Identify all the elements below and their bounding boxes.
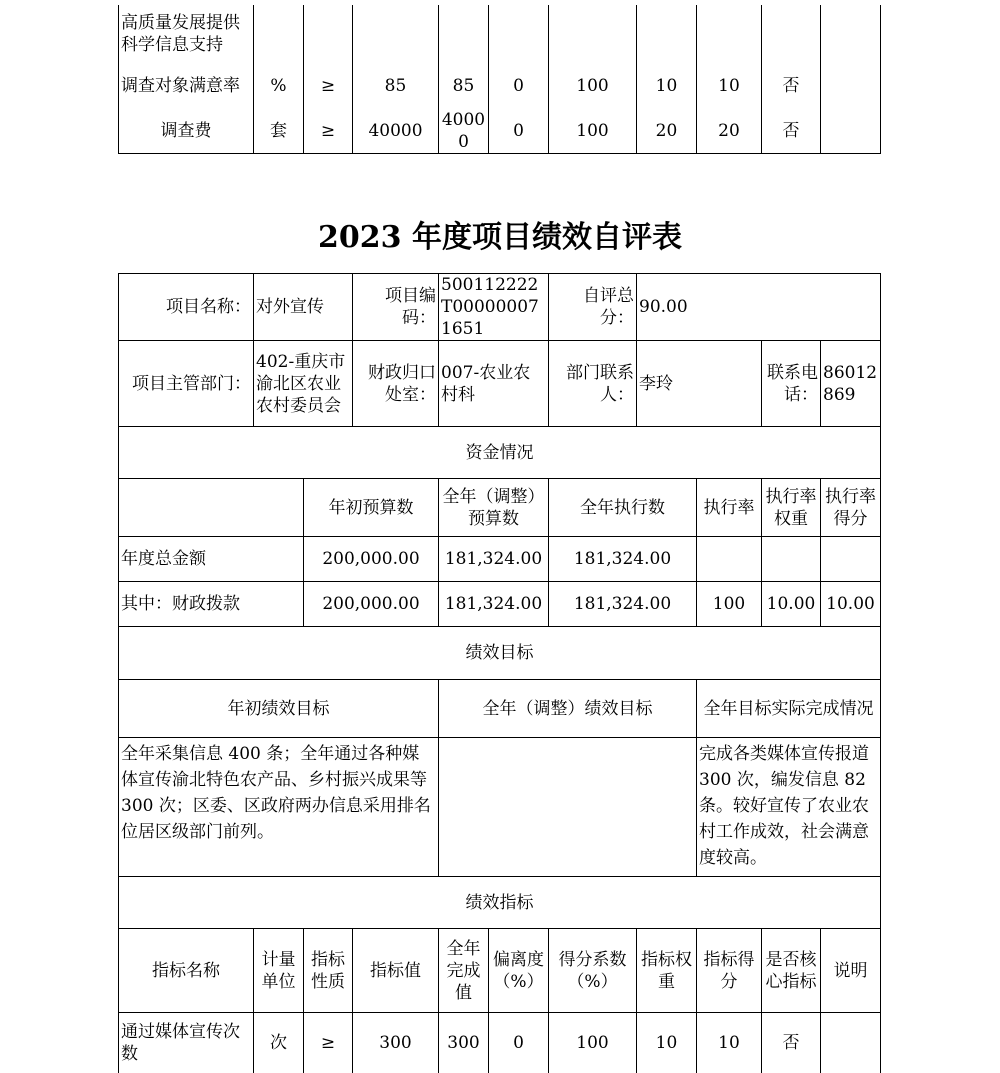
ind-header-done: 全年完成值 <box>439 929 489 1013</box>
funds-total-label: 年度总金额 <box>119 537 304 582</box>
project-code-value: 500112222T000000071651 <box>439 274 549 341</box>
indicator-score: 10 <box>697 1013 762 1073</box>
indicator-name: 通过媒体宣传次数 <box>119 1013 254 1073</box>
finance-label: 财政归口处室： <box>353 341 439 427</box>
funds-fiscal-adjusted: 181,324.00 <box>439 582 549 627</box>
indicator-core: 否 <box>762 1013 821 1073</box>
evaluation-table <box>118 273 881 1073</box>
indicator-nature: ≥ <box>304 109 353 154</box>
indicators-section-title: 绩效指标 <box>119 877 881 929</box>
funds-total-rate <box>697 537 762 582</box>
indicator-nature: ≥ <box>304 1013 353 1073</box>
indicator-coefficient: 100 <box>549 62 637 109</box>
ind-header-nature: 指标性质 <box>304 929 353 1013</box>
table-row <box>119 62 881 109</box>
ind-header-core: 是否核心指标 <box>762 929 821 1013</box>
ind-header-unit: 计量单位 <box>254 929 304 1013</box>
indicators-header-row <box>119 929 881 1013</box>
project-name-label: 项目名称： <box>119 274 254 341</box>
funds-total-initial: 200,000.00 <box>304 537 439 582</box>
dept-value: 402-重庆市渝北区农业农村委员会 <box>254 341 353 427</box>
funds-header-weight: 执行率权重 <box>762 479 821 537</box>
funds-total-weight <box>762 537 821 582</box>
ind-header-name: 指标名称 <box>119 929 254 1013</box>
indicator-deviation: 0 <box>489 1013 549 1073</box>
table-row <box>119 109 881 154</box>
indicator-score: 10 <box>697 62 762 109</box>
funds-header-rate: 执行率 <box>697 479 762 537</box>
goals-initial-text: 全年采集信息 400 条；全年通过各种媒体宣传渝北特色农产品、乡村振兴成果等 300 次；区委、区政府两办信息采用排名位居区级部门前列。 <box>119 738 439 877</box>
indicator-target: 85 <box>353 62 439 109</box>
contact-value: 李玲 <box>637 341 762 427</box>
info-row <box>119 274 881 341</box>
ind-header-note: 说明 <box>821 929 881 1013</box>
indicator-nature <box>304 5 353 62</box>
indicator-weight <box>637 5 697 62</box>
indicator-deviation <box>489 5 549 62</box>
indicator-nature: ≥ <box>304 62 353 109</box>
funds-header-row <box>119 479 881 537</box>
funds-header-executed: 全年执行数 <box>549 479 697 537</box>
indicator-target <box>353 5 439 62</box>
indicator-unit: 套 <box>254 109 304 154</box>
project-name-value: 对外宣传 <box>254 274 353 341</box>
project-code-label: 项目编码： <box>353 274 439 341</box>
funds-total-score <box>821 537 881 582</box>
info-row <box>119 341 881 427</box>
goals-header-actual: 全年目标实际完成情况 <box>697 680 881 738</box>
indicator-unit: % <box>254 62 304 109</box>
indicator-deviation: 0 <box>489 109 549 154</box>
ind-header-coefficient: 得分系数（%） <box>549 929 637 1013</box>
funds-fiscal-weight: 10.00 <box>762 582 821 627</box>
indicator-done: 300 <box>439 1013 489 1073</box>
section-header-row <box>119 627 881 680</box>
contact-label: 部门联系人： <box>549 341 637 427</box>
funds-fiscal-initial: 200,000.00 <box>304 582 439 627</box>
funds-header-blank <box>119 479 304 537</box>
page-title: 2023 年度项目绩效自评表 <box>318 220 682 255</box>
indicator-coefficient: 100 <box>549 1013 637 1073</box>
indicator-core: 否 <box>762 109 821 154</box>
self-score-value: 90.00 <box>637 274 881 341</box>
indicator-deviation: 0 <box>489 62 549 109</box>
indicator-target: 40000 <box>353 109 439 154</box>
goals-section-title: 绩效目标 <box>119 627 881 680</box>
indicator-unit: 次 <box>254 1013 304 1073</box>
indicator-note <box>821 1013 881 1073</box>
ind-header-target: 指标值 <box>353 929 439 1013</box>
goals-actual-text: 完成各类媒体宣传报道 300 次，编发信息 82 条。较好宣传了农业农村工作成效，社会满意度较高。 <box>697 738 881 877</box>
goals-header-row <box>119 680 881 738</box>
funds-header-initial: 年初预算数 <box>304 479 439 537</box>
indicator-done <box>439 5 489 62</box>
phone-value: 86012869 <box>821 341 881 427</box>
section-header-row <box>119 427 881 479</box>
funds-total-executed: 181,324.00 <box>549 537 697 582</box>
indicator-coefficient <box>549 5 637 62</box>
self-score-label: 自评总分： <box>549 274 637 341</box>
indicator-target: 300 <box>353 1013 439 1073</box>
indicator-name: 调查费 <box>119 109 254 154</box>
funds-header-adjusted: 全年（调整）预算数 <box>439 479 549 537</box>
indicator-name: 调查对象满意率 <box>119 62 254 109</box>
indicator-done: 85 <box>439 62 489 109</box>
funds-fiscal-label: 其中：财政拨款 <box>119 582 304 627</box>
indicator-note <box>821 5 881 62</box>
funds-total-adjusted: 181,324.00 <box>439 537 549 582</box>
phone-label: 联系电话： <box>762 341 821 427</box>
previous-indicator-table <box>118 5 881 154</box>
goals-header-initial: 年初绩效目标 <box>119 680 439 738</box>
table-row <box>119 5 881 62</box>
indicator-weight: 20 <box>637 109 697 154</box>
indicator-weight: 10 <box>637 62 697 109</box>
indicator-score: 20 <box>697 109 762 154</box>
finance-value: 007-农业农村科 <box>439 341 549 427</box>
funds-total-row <box>119 537 881 582</box>
indicator-coefficient: 100 <box>549 109 637 154</box>
indicator-weight: 10 <box>637 1013 697 1073</box>
ind-header-weight: 指标权重 <box>637 929 697 1013</box>
indicator-core <box>762 5 821 62</box>
table-row <box>119 1013 881 1073</box>
indicator-note <box>821 109 881 154</box>
indicator-score <box>697 5 762 62</box>
indicator-note <box>821 62 881 109</box>
section-header-row <box>119 877 881 929</box>
funds-section-title: 资金情况 <box>119 427 881 479</box>
goals-content-row <box>119 738 881 877</box>
goals-adjusted-text <box>439 738 697 877</box>
funds-fiscal-score: 10.00 <box>821 582 881 627</box>
funds-fiscal-rate: 100 <box>697 582 762 627</box>
indicator-core: 否 <box>762 62 821 109</box>
goals-header-adjusted: 全年（调整）绩效目标 <box>439 680 697 738</box>
ind-header-deviation: 偏离度（%） <box>489 929 549 1013</box>
indicator-unit <box>254 5 304 62</box>
indicator-done: 40000 <box>439 109 489 154</box>
indicator-name: 高质量发展提供科学信息支持 <box>119 5 254 62</box>
dept-label: 项目主管部门： <box>119 341 254 427</box>
funds-header-score: 执行率得分 <box>821 479 881 537</box>
ind-header-score: 指标得分 <box>697 929 762 1013</box>
funds-fiscal-executed: 181,324.00 <box>549 582 697 627</box>
funds-fiscal-row <box>119 582 881 627</box>
